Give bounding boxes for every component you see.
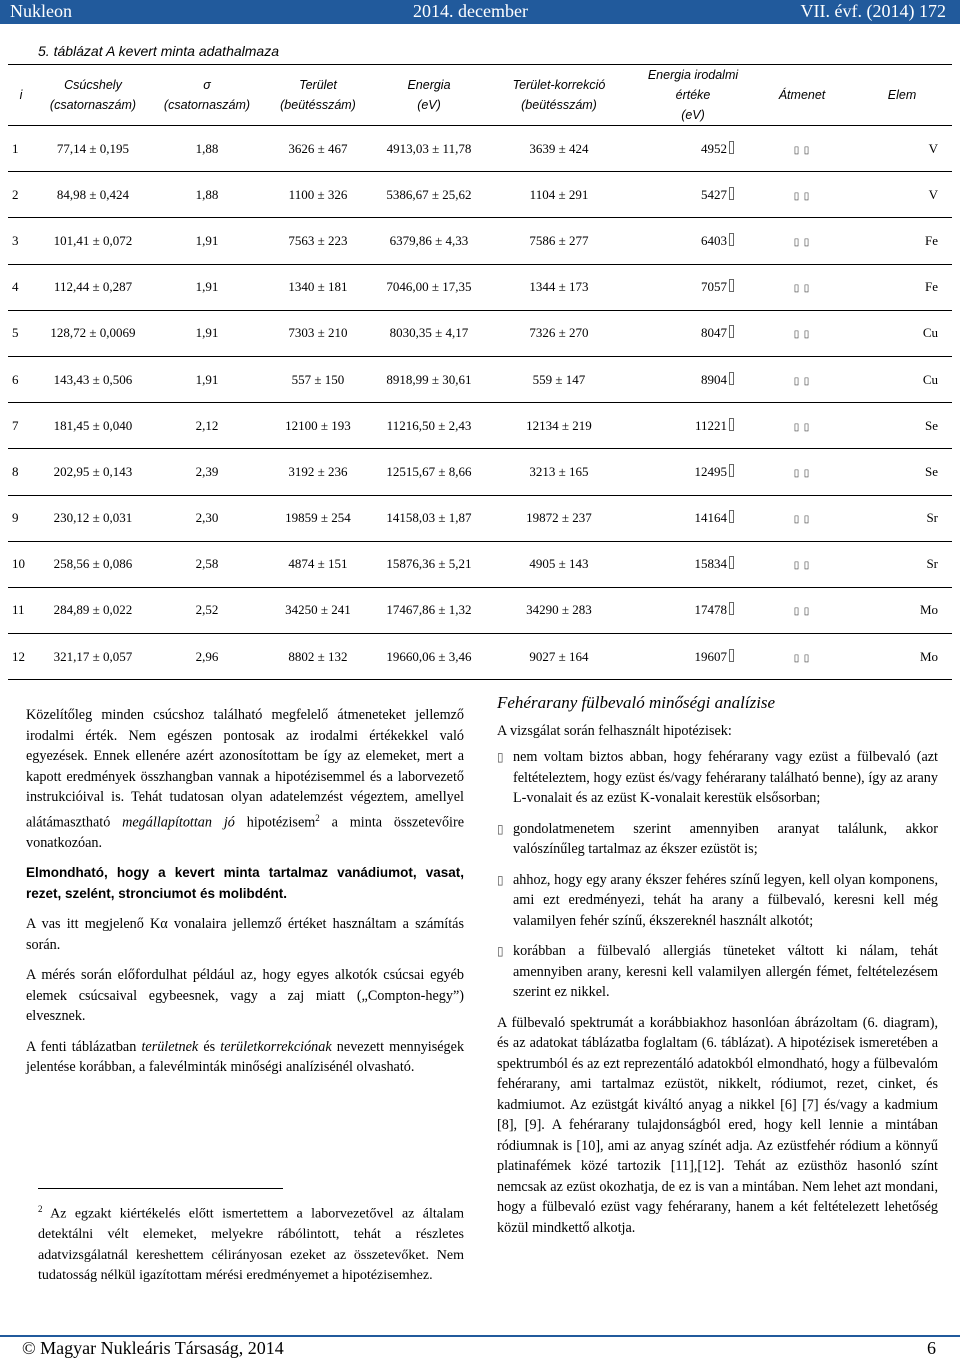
table-cell-area-corr: 7326 ± 270 [484,310,634,356]
table-cell-lit-energy: 8047 [634,310,752,356]
table-row [8,264,952,310]
table-cell-lit-energy: 11221 [634,403,752,449]
transition-symbol-icon: ▯ ▯ [793,606,811,618]
paragraph-earring: A fülbevaló spektrumát a korábbiakhoz hasonlóan ábrázoltam (6. diagram), és az adatokat táblázatba foglaltam (6. táblázat). A hipotézisek ismeretében a spektrumból és az ezt reprezentáló adatokból elmondható, hogy a fülbevalóm fehérarany, ami tartalmaz ezüstöt, nikkelt, ródiumot, rezet, cinket, és kadmiumot. Az ezüstgát kiváltó anyag a nikkel [6] [7] és/vagy a kadmium [8], [9]. A fehérarany tulajdonságból ered, hogy kell lennie a mintában ródiumnak is [10], ami az anyag színét adja. Az ezüstfehér ródium a könnyű platinafémek közé tartozik [11],[12]. Tehát az ezüsthöz hasonló színt nemcsak az ezüst okozhatja, de ez is van a mintában. Nem lehet azt mondani, hogy a fülbevaló ezüst vagy fehérarany, hanem a két feltételezett lehetőség közül mindkettő alkotja. [497,1014,938,1236]
table-cell-area-corr: 3639 ± 424 [484,126,634,172]
footnote: $^2$ Az egzakt kiértékelés előtt ismertettem a laborvezetővel az általam detektálni vélt elemeket, melyekre rábólintott, tehát a részletes adatvizsgálatnál kereshettem célirányosan ezeket az összetevőket. Nem tudatosság nélkül igazítottam mérési eredményemet a hipotézisemhez. [38,1204,464,1284]
table-cell-sigma: 1,91 [152,264,262,310]
table-cell-area-corr: 7586 ± 277 [484,218,634,264]
missing-glyph-icon [729,372,734,385]
table-cell-peak: 128,72 ± 0,0069 [34,310,152,356]
right-column [497,693,938,1248]
table-cell-transition [752,449,852,495]
data-table [8,64,952,680]
table-row [8,449,952,495]
table-cell-element: Cu [852,356,952,402]
table-cell-element: Fe [852,264,952,310]
copyright: © Magyar Nukleáris Társaság, 2014 [22,1338,284,1358]
table-cell-i: 12 [8,634,34,680]
table-row [8,634,952,680]
table-cell-sigma: 1,88 [152,126,262,172]
table-cell-transition [752,172,852,218]
table-cell-lit-energy: 5427 [634,172,752,218]
table-cell-i: 7 [8,403,34,449]
table-cell-area-corr: 1104 ± 291 [484,172,634,218]
missing-glyph-icon [729,556,734,569]
page-number: 6 [927,1338,936,1358]
bullet-icon: ▯ [497,872,504,887]
table-row [8,403,952,449]
hypothesis-item: ▯ korábban a fülbevaló allergiás tüneteket váltott ki nálam, tehát amennyiben arany, keresni kell valamilyen allergén fémet, feltételezésem szerint ez nikkel. [497,943,938,1000]
volume-info: VII. évf. (2014) 172 [800,1,946,21]
table-cell-sigma: 2,58 [152,541,262,587]
transition-symbol-icon: ▯ ▯ [793,421,811,433]
table-cell-lit-energy: 15834 [634,541,752,587]
table-cell-area-corr: 1344 ± 173 [484,264,634,310]
table-cell-element: Mo [852,587,952,633]
table-cell-peak: 321,17 ± 0,057 [34,634,152,680]
missing-glyph-icon [729,464,734,477]
missing-glyph-icon [729,649,734,662]
table-cell-peak: 143,43 ± 0,506 [34,356,152,402]
table-cell-i: 9 [8,495,34,541]
column-header: Átmenet [752,65,852,126]
table-cell-energy: 14158,03 ± 1,87 [374,495,484,541]
hypotheses-list [497,747,938,1003]
table-cell-sigma: 1,88 [152,172,262,218]
transition-symbol-icon: ▯ ▯ [793,283,811,295]
table-cell-lit-energy: 7057 [634,264,752,310]
table-cell-sigma: 2,12 [152,403,262,449]
table-row [8,541,952,587]
table-cell-i: 4 [8,264,34,310]
missing-glyph-icon [729,325,734,338]
table-cell-energy: 6379,86 ± 4,33 [374,218,484,264]
transition-symbol-icon: ▯ ▯ [793,190,811,202]
table-cell-area: 7563 ± 223 [262,218,374,264]
table-cell-transition [752,264,852,310]
column-header: Energia (eV) [374,65,484,126]
transition-symbol-icon: ▯ ▯ [793,329,811,341]
table-cell-element: V [852,172,952,218]
table-cell-sigma: 2,39 [152,449,262,495]
table-row [8,218,952,264]
table-cell-area: 4874 ± 151 [262,541,374,587]
table-cell-area: 7303 ± 210 [262,310,374,356]
bullet-icon: ▯ [497,750,504,764]
table-cell-lit-energy: 14164 [634,495,752,541]
table-cell-energy: 17467,86 ± 1,32 [374,587,484,633]
table-cell-i: 10 [8,541,34,587]
table-cell-energy: 15876,36 ± 5,21 [374,541,484,587]
table-cell-area: 19859 ± 254 [262,495,374,541]
missing-glyph-icon [729,602,734,615]
hypothesis-item: ▯ nem voltam biztos abban, hogy fehérarany vagy ezüst a fülbevaló (azt feltételeztem, hogy ezüst és/vagy fehérarany található benne), így az arany L-vonalait és az ezüst K-vonalait kerestük elsősorban; [497,749,938,806]
table-cell-i: 1 [8,126,34,172]
table-cell-transition [752,356,852,402]
table-cell-area-corr: 12134 ± 219 [484,403,634,449]
table-cell-area: 1340 ± 181 [262,264,374,310]
table-cell-energy: 12515,67 ± 8,66 [374,449,484,495]
table-cell-area: 8802 ± 132 [262,634,374,680]
table-cell-lit-energy: 6403 [634,218,752,264]
bullet-icon: ▯ [497,821,504,836]
hypothesis-item: ▯ ahhoz, hogy egy arany ékszer fehéres színű legyen, kell olyan komponens, ami ezt eredményezi, tehát ha arany a fülbevaló, keresni kell még valamilyen fehér színű, ékszereknél használt alkotót; [497,871,938,929]
table-header-row [8,65,952,126]
table-cell-energy: 19660,06 ± 3,46 [374,634,484,680]
table-row [8,310,952,356]
transition-symbol-icon: ▯ ▯ [793,560,811,572]
table-cell-i: 3 [8,218,34,264]
table-cell-area: 1100 ± 326 [262,172,374,218]
table-cell-element: Sr [852,541,952,587]
transition-symbol-icon: ▯ ▯ [793,514,811,526]
table-row [8,126,952,172]
column-header: Terület-korrekció (beütésszám) [484,65,634,126]
table-cell-area: 34250 ± 241 [262,587,374,633]
table-cell-lit-energy: 12495 [634,449,752,495]
table-cell-element: Fe [852,218,952,264]
column-header: Energia irodalmi értéke (eV) [634,65,752,126]
table-cell-area-corr: 559 ± 147 [484,356,634,402]
table-cell-area-corr: 4905 ± 143 [484,541,634,587]
paragraph-iron: A vas itt megjelenő Kα vonalaira jellemző értéket használtam a számítás során. [26,916,464,953]
hypotheses-intro: A vizsgálat során felhasznált hipotézisek: [497,722,732,739]
table-cell-energy: 7046,00 ± 17,35 [374,264,484,310]
table-cell-transition [752,310,852,356]
table-cell-element: Se [852,403,952,449]
table-cell-element: Cu [852,310,952,356]
table-cell-transition [752,587,852,633]
table-cell-sigma: 1,91 [152,310,262,356]
table-cell-sigma: 1,91 [152,218,262,264]
table-cell-lit-energy: 19607 [634,634,752,680]
transition-symbol-icon: ▯ ▯ [793,467,811,479]
table-cell-peak: 77,14 ± 0,195 [34,126,152,172]
footer-divider [0,1335,960,1337]
missing-glyph-icon [729,510,734,523]
table-cell-energy: 11216,50 ± 2,43 [374,403,484,449]
table-cell-sigma: 2,52 [152,587,262,633]
table-cell-element: V [852,126,952,172]
table-cell-peak: 112,44 ± 0,287 [34,264,152,310]
table-cell-area: 12100 ± 193 [262,403,374,449]
table-cell-area-corr: 34290 ± 283 [484,587,634,633]
table-cell-element: Mo [852,634,952,680]
table-row [8,356,952,402]
table-caption: 5. táblázat A kevert minta adathalmaza [38,43,279,59]
journal-header [0,0,960,24]
transition-symbol-icon: ▯ ▯ [793,652,811,664]
table-row [8,587,952,633]
table-cell-transition [752,634,852,680]
table-cell-peak: 101,41 ± 0,072 [34,218,152,264]
table-cell-transition [752,495,852,541]
table-cell-peak: 181,45 ± 0,040 [34,403,152,449]
table-cell-lit-energy: 17478 [634,587,752,633]
missing-glyph-icon [729,279,734,292]
table-cell-area: 557 ± 150 [262,356,374,402]
table-cell-i: 5 [8,310,34,356]
section-heading: Fehérarany fülbevaló minőségi analízise [497,693,776,712]
transition-symbol-icon: ▯ ▯ [793,375,811,387]
table-cell-lit-energy: 8904 [634,356,752,402]
table-cell-area-corr: 9027 ± 164 [484,634,634,680]
paragraph-conclusion: Elmondható, hogy a kevert minta tartalmaz vanádiumot, vasat, rezet, szelént, stronciumot és molibdént. [26,865,464,901]
footnote-divider [38,1188,283,1189]
paragraph-results: Közelítőleg minden csúcshoz található megfelelő átmeneteket jellemző irodalmi érték. Nem egészen pontosak az irodalmi értékekkel való egyezések. Ennek ellenére azért azonosítottam be így az elemeket, mert a kapott eredmények összhangban vannak a hipotézisemmel és a laborvezető instrukcióival is. Tehát tudatosan olyan adatelemzést végeztem, amellyel alátámasztható megállapítottan jó hipotézisem$^2$ a minta összetevőire vonatkozóan. [26,707,465,851]
missing-glyph-icon [729,187,734,200]
table-cell-energy: 5386,67 ± 25,62 [374,172,484,218]
table-row [8,495,952,541]
table-cell-peak: 230,12 ± 0,031 [34,495,152,541]
table-cell-energy: 8918,99 ± 30,61 [374,356,484,402]
column-header: Elem [852,65,952,126]
table-cell-area-corr: 3213 ± 165 [484,449,634,495]
table-cell-area: 3192 ± 236 [262,449,374,495]
table-cell-energy: 8030,35 ± 4,17 [374,310,484,356]
table-cell-transition [752,403,852,449]
issue-date: 2014. december [413,1,528,21]
table-row [8,172,952,218]
table-cell-lit-energy: 4952 [634,126,752,172]
missing-glyph-icon [729,418,734,431]
table-cell-peak: 84,98 ± 0,424 [34,172,152,218]
table-cell-i: 11 [8,587,34,633]
bullet-icon: ▯ [497,944,504,958]
table-cell-peak: 284,89 ± 0,022 [34,587,152,633]
table-cell-sigma: 1,91 [152,356,262,402]
paragraph-overlap: A mérés során előfordulhat például az, hogy egyes alkotók csúcsai egyéb elemek csúcsaival egybeesnek, vagy a zaj miatt („Compton-hegy”) elvesznek. [26,967,464,1025]
missing-glyph-icon [729,141,734,154]
table-cell-transition [752,126,852,172]
missing-glyph-icon [729,233,734,246]
table-cell-energy: 4913,03 ± 11,78 [374,126,484,172]
table-cell-area-corr: 19872 ± 237 [484,495,634,541]
table-cell-i: 8 [8,449,34,495]
table-cell-i: 6 [8,356,34,402]
table-cell-peak: 202,95 ± 0,143 [34,449,152,495]
hypothesis-item: ▯ gondolatmenetem szerint amennyiben aranyat találunk, akkor valószínűleg tartalmaz az ékszer ezüstöt is; [497,820,938,857]
left-column [26,705,464,1088]
table-body [8,126,952,680]
table-cell-transition [752,541,852,587]
table-cell-transition [752,218,852,264]
paragraph-terms: A fenti táblázatban területnek és területkorrekciónak nevezett mennyiségek jelentése korábban, a falevélminták minőségi analízisénél olvasható. [26,1038,465,1076]
transition-symbol-icon: ▯ ▯ [793,236,811,248]
column-header: Csúcshely (csatornaszám) [34,65,152,126]
table-cell-i: 2 [8,172,34,218]
transition-symbol-icon: ▯ ▯ [793,144,811,156]
table-cell-peak: 258,56 ± 0,086 [34,541,152,587]
column-header: Terület (beütésszám) [262,65,374,126]
table-cell-sigma: 2,96 [152,634,262,680]
journal-name: Nukleon [10,1,72,21]
table-cell-element: Se [852,449,952,495]
column-header: σ (csatornaszám) [152,65,262,126]
table-cell-element: Sr [852,495,952,541]
table-cell-sigma: 2,30 [152,495,262,541]
table-cell-area: 3626 ± 467 [262,126,374,172]
column-header: i [8,65,34,126]
